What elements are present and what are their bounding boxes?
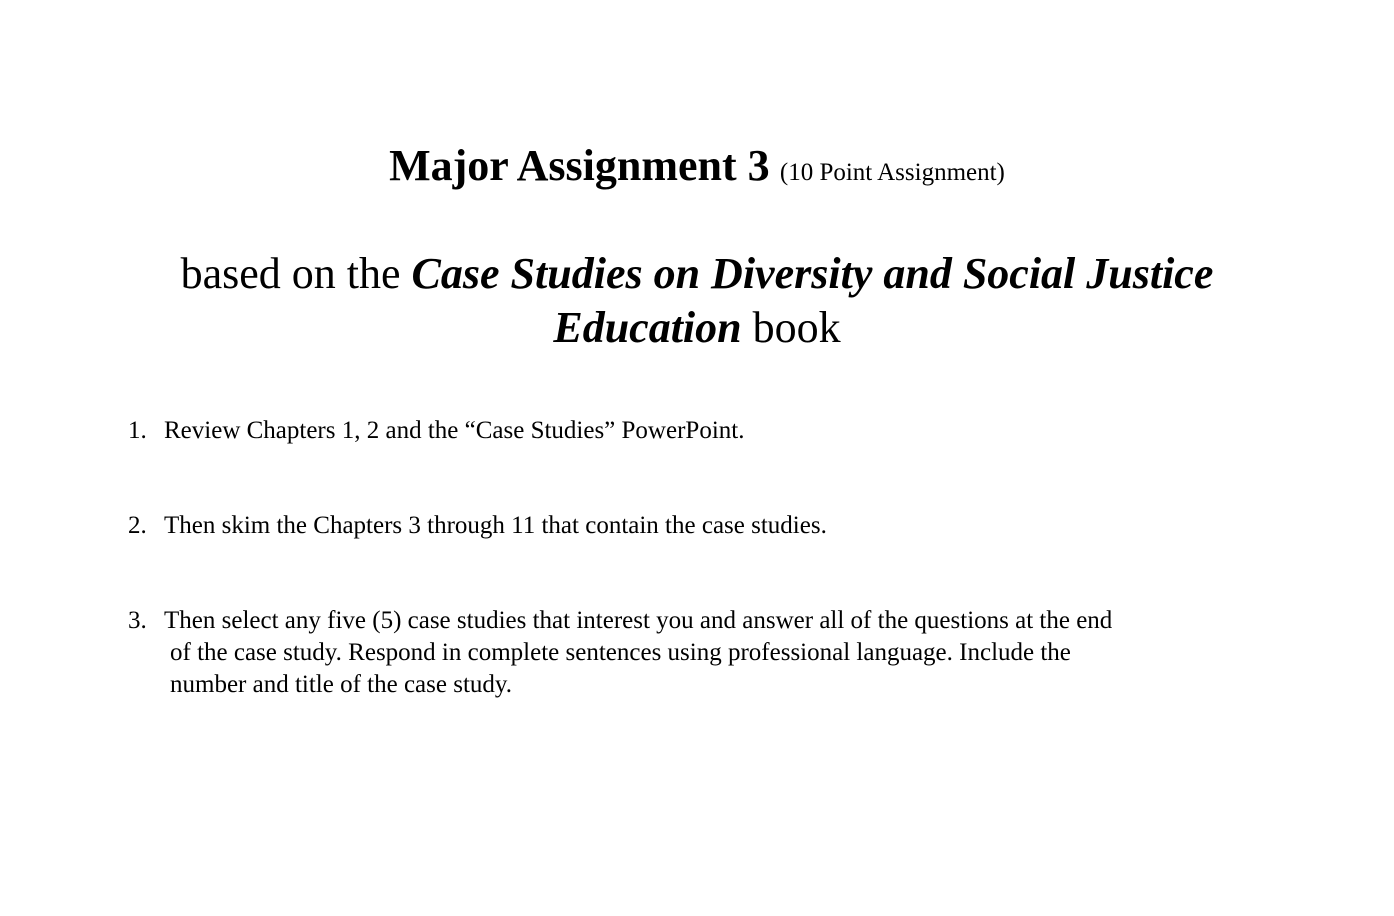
list-item (128, 605, 1228, 701)
list-text: Then skim the Chapters 3 through 11 that contain the case studies. (164, 512, 827, 539)
book-title-line2: Education (553, 303, 742, 352)
list-number: 2. (128, 512, 147, 539)
list-text-line2: of the case study. Respond in complete sentences using professional language. Include the (170, 639, 1071, 666)
book-title-line1: Case Studies on Diversity and Social Justice (411, 249, 1214, 298)
subtitle-prefix: based on the (180, 249, 412, 298)
page-title (0, 140, 1394, 191)
list-text-line1: Then select any five (5) case studies that interest you and answer all of the questions at the end (164, 607, 1113, 634)
list-text-line3: number and title of the case study. (170, 671, 513, 698)
list-text: Review Chapters 1, 2 and the “Case Studies” PowerPoint. (164, 417, 745, 444)
list-number: 1. (128, 417, 147, 444)
assignment-title: Major Assignment 3 (389, 141, 770, 190)
list-item (128, 510, 1228, 542)
subtitle-suffix: book (741, 303, 841, 352)
book-reference (0, 247, 1394, 355)
list-item (128, 415, 1228, 447)
assignment-points: (10 Point Assignment) (779, 159, 1005, 186)
list-number: 3. (128, 607, 147, 634)
